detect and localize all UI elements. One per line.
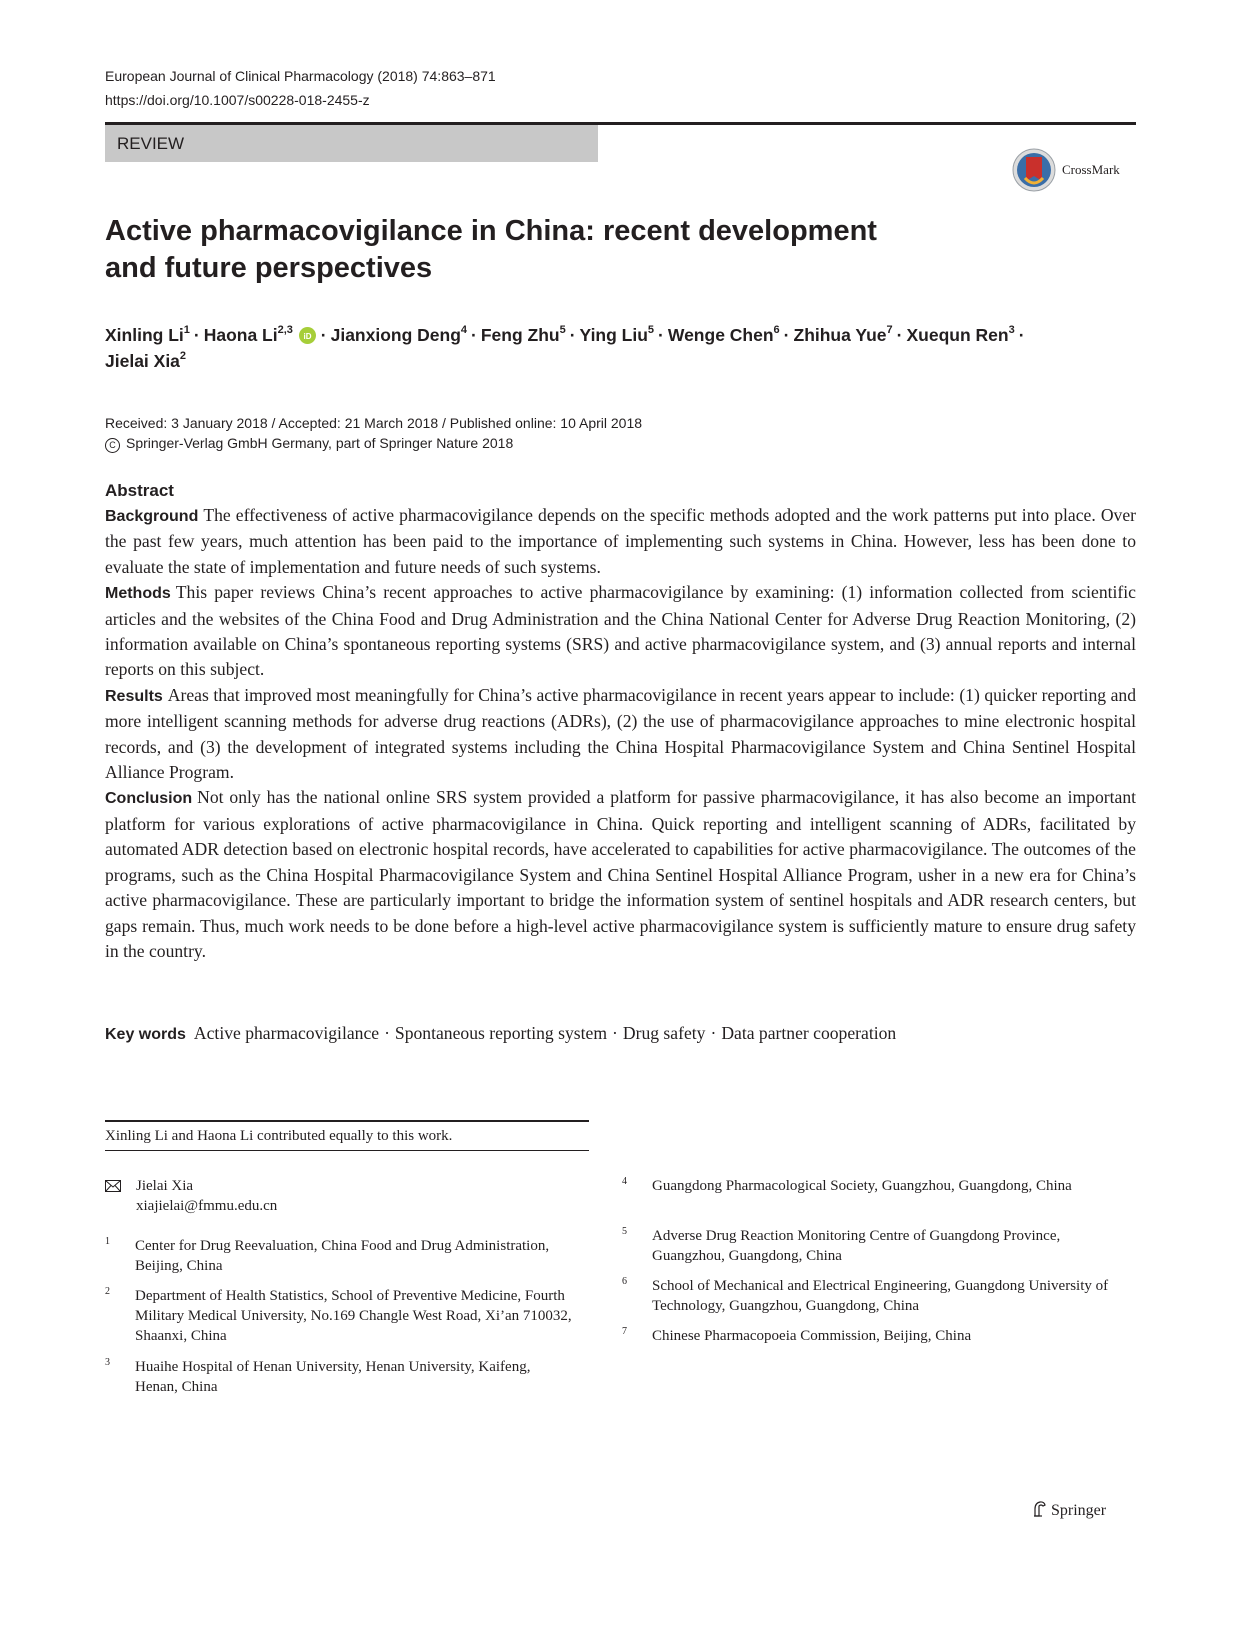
author-separator: · <box>658 325 664 345</box>
publisher-logo <box>1032 1500 1106 1521</box>
affiliation-number: 5 <box>622 1226 627 1237</box>
affiliation-text: Department of Health Statistics, School of Preventive Medicine, Fourth Military Medical University, No.169 Changle West Road, Xi’an 710032, Shaanxi, China <box>135 1288 572 1344</box>
author[interactable]: Wenge Chen$^6$ <box>667 324 780 345</box>
abstract-methods <box>105 580 1136 683</box>
keyword: Data partner cooperation <box>721 1023 897 1043</box>
affiliation-text: Adverse Drug Reaction Monitoring Centre of Guangdong Province, Guangzhou, Guangdong, China <box>652 1228 1061 1264</box>
background-label: Background <box>105 508 199 525</box>
abstract-results <box>105 683 1136 786</box>
envelope-icon <box>105 1180 121 1192</box>
author[interactable]: Ying Liu$^5$ <box>579 324 655 345</box>
affiliation-number: 6 <box>622 1276 627 1287</box>
keyword: Drug safety <box>622 1023 706 1043</box>
author[interactable]: Xuequn Ren$^3$ <box>906 324 1015 345</box>
keyword: Spontaneous reporting system <box>394 1023 608 1043</box>
publisher-name: Springer <box>1051 1502 1107 1519</box>
author-separator: · <box>193 325 200 345</box>
affiliation-text: Center for Drug Reevaluation, China Food and Drug Administration, Beijing, China <box>135 1238 550 1274</box>
keyword: Active pharmacovigilance <box>193 1023 380 1043</box>
abstract-heading: Abstract <box>105 481 174 500</box>
keyword-separator: · <box>384 1023 390 1043</box>
title-line-1: Active pharmacovigilance in China: recent development <box>105 215 877 247</box>
journal-citation: European Journal of Clinical Pharmacology (2018) 74:863–871 <box>105 68 496 84</box>
author-separator: · <box>320 325 327 345</box>
methods-text: This paper reviews China’s recent approaches to active pharmacovigilance by examining: (1) information collected from scientific articles and the websites of the China Food and Drug Administration and the China National Center for Adverse Drug Reaction Monitoring, (2) information available on China’s spontaneous reporting systems (SRS) and active pharmacovigilance system, and (3) annual reports and internal reports on this subject. <box>105 582 1136 680</box>
copyright-text: Springer-Verlag GmbH Germany, part of Springer Nature 2018 <box>126 435 514 451</box>
abstract <box>105 479 1136 964</box>
author[interactable]: Xinling Li$^1$ <box>105 324 190 345</box>
article-type-bar <box>105 125 598 162</box>
affiliation-text: Guangdong Pharmacological Society, Guangzhou, Guangdong, China <box>652 1178 1072 1194</box>
article-title <box>105 213 925 287</box>
publication-dates: Received: 3 January 2018 / Accepted: 21 March 2018 / Published online: 10 April 2018 <box>105 415 643 431</box>
keyword-separator: · <box>710 1023 717 1043</box>
author[interactable]: Feng Zhu$^5$ <box>480 324 566 345</box>
crossmark-icon <box>1012 148 1056 192</box>
author-separator: · <box>471 325 477 345</box>
copyright-line <box>105 433 513 453</box>
conclusion-text: Not only has the national online SRS system provided a platform for passive pharmacovigilance, it has also become an important platform for various explorations of active pharmacovigilance in China. Quick reporting and intelligent scanning of ADRs, facilitated by automated ADR detection based on electronic hospital records, have accelerated to capabilities for active pharmacovigilance. The outcomes of the programs, such as the China Hospital Pharmacovigilance System and China Sentinel Hospital Alliance Program, usher in a new era for China’s active pharmacovigilance. These are particularly important to bridge the information system of sentinel hospitals and ADR research centers, but gaps remain. Thus, much work needs to be done before a high-level active pharmacovigilance system is sufficiently mature to ensure drug safety in the country. <box>105 787 1136 961</box>
copyright-icon: C <box>105 438 120 453</box>
author[interactable]: Zhihua Yue$^7$ <box>793 324 893 345</box>
affiliation-number: 1 <box>105 1236 110 1247</box>
doi-link[interactable]: https://doi.org/10.1007/s00228-018-2455-z <box>105 92 370 108</box>
keywords <box>105 1021 896 1047</box>
title-line-2: and future perspectives <box>105 252 433 284</box>
footnote-rule <box>105 1120 589 1122</box>
contribution-note: Xinling Li and Haona Li contributed equally to this work. <box>105 1128 453 1144</box>
affiliation-number: 2 <box>105 1286 110 1297</box>
author-separator: · <box>896 325 903 345</box>
corresponding-author-name: Jielai Xia <box>136 1178 194 1194</box>
keywords-label: Key words <box>105 1026 186 1043</box>
affiliation-text: Chinese Pharmacopoeia Commission, Beijing, China <box>652 1328 972 1344</box>
crossmark-label: CrossMark <box>1062 162 1120 177</box>
affiliation-text: School of Mechanical and Electrical Engineering, Guangdong University of Technology, Guangzhou, Guangdong, China <box>652 1278 1109 1314</box>
author[interactable]: Jianxiong Deng$^4$ <box>330 324 468 345</box>
corresponding-author-email[interactable]: xiajielai@fmmu.edu.cn <box>136 1198 278 1214</box>
abstract-conclusion <box>105 785 1136 964</box>
author-separator: · <box>783 325 790 345</box>
affiliation-number: 4 <box>622 1176 627 1187</box>
affiliation-number: 7 <box>622 1326 627 1337</box>
conclusion-label: Conclusion <box>105 790 193 808</box>
abstract-background <box>105 503 1136 580</box>
author-list <box>105 322 1145 374</box>
author[interactable]: Haona Li$^{2,3}$ <box>203 324 293 345</box>
author-separator: · <box>1018 325 1025 345</box>
background-text: The effectiveness of active pharmacovigilance depends on the specific methods adopted and the work patterns put into place. Over the past few years, much attention has been paid to the importance of implementing such systems in China. However, less has been done to evaluate the state of implementation and future needs of such systems. <box>105 505 1136 577</box>
affiliation-text: Huaihe Hospital of Henan University, Henan University, Kaifeng, Henan, China <box>135 1359 531 1395</box>
results-label: Results <box>105 687 163 705</box>
author-separator: · <box>569 325 576 345</box>
author[interactable]: Jielai Xia$^2$ <box>105 350 187 371</box>
results-text: Areas that improved most meaningfully for China’s active pharmacovigilance in recent years appear to include: (1) quicker reporting and more intelligent scanning methods for adverse drug reactions (ADRs), (2) the use of pharmacovigilance approaches to mine electronic hospital records, and (3) the development of integrated systems including the China Hospital Pharmacovigilance System and China Sentinel Hospital Alliance Program. <box>105 684 1136 783</box>
affiliation-number: 3 <box>105 1357 110 1368</box>
article-type-label: REVIEW <box>117 134 185 153</box>
crossmark-badge[interactable] <box>1012 148 1152 194</box>
svg-text:iD: iD <box>303 332 312 341</box>
orcid-icon[interactable] <box>299 327 316 344</box>
methods-label: Methods <box>105 585 171 603</box>
keyword-separator: · <box>612 1023 618 1043</box>
footnote-rule <box>105 1150 589 1151</box>
springer-horse-icon <box>1032 1500 1047 1518</box>
